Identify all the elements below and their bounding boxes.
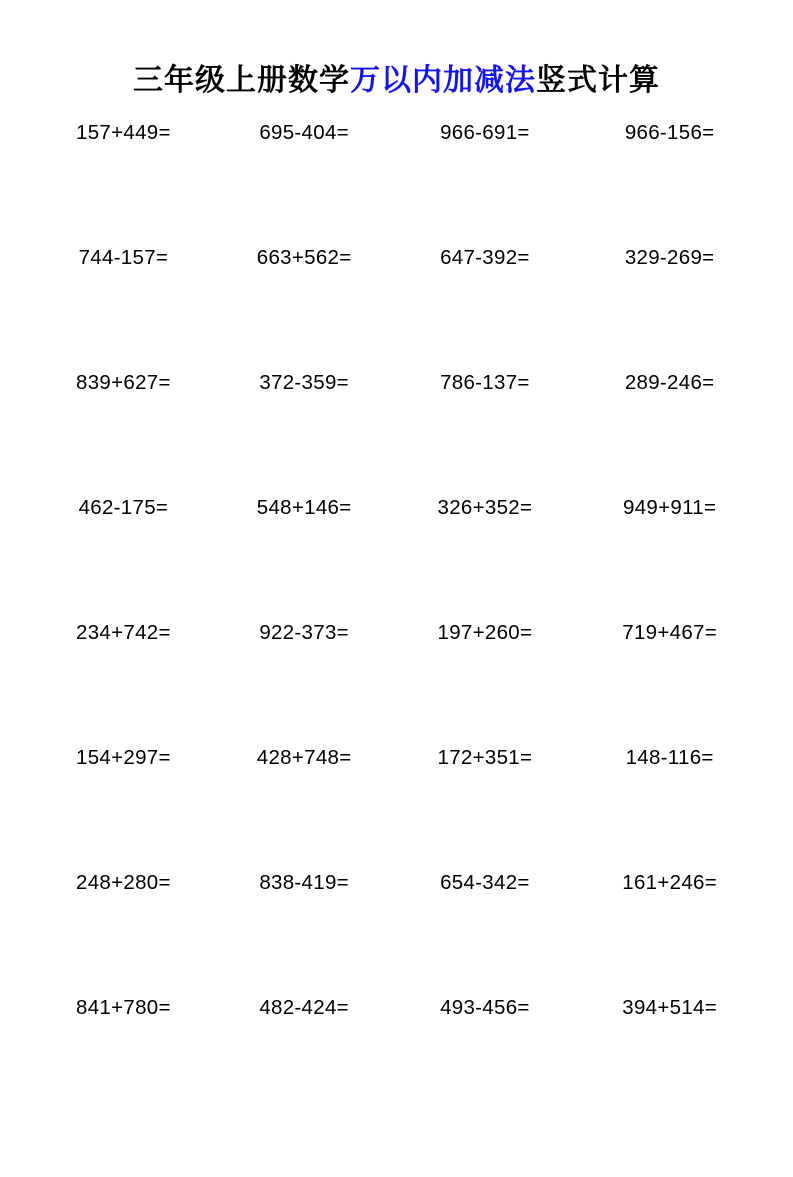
problem-item: 786-137= bbox=[440, 371, 530, 394]
problem-item: 326+352= bbox=[437, 496, 533, 519]
page-title bbox=[0, 55, 793, 99]
problem-item: 462-175= bbox=[78, 496, 169, 519]
problem-item: 289-246= bbox=[624, 371, 715, 394]
problem-item: 428+748= bbox=[256, 746, 352, 769]
problem-item: 154+297= bbox=[76, 746, 171, 769]
problem-item: 172+351= bbox=[437, 746, 533, 769]
problem-item: 372-359= bbox=[259, 371, 349, 394]
problem-item: 966-156= bbox=[624, 121, 715, 144]
problem-item: 148-116= bbox=[625, 746, 714, 769]
problem-row bbox=[36, 371, 757, 496]
problem-item: 966-691= bbox=[440, 121, 530, 144]
problem-item: 157+449= bbox=[76, 121, 171, 144]
problem-item: 841+780= bbox=[76, 996, 171, 1019]
problem-item: 394+514= bbox=[622, 996, 717, 1019]
problem-item: 922-373= bbox=[259, 621, 349, 644]
problem-row bbox=[36, 996, 757, 1121]
problem-item: 839+627= bbox=[76, 371, 171, 394]
worksheet-page bbox=[0, 55, 793, 1177]
problem-row bbox=[36, 621, 757, 746]
problem-item: 548+146= bbox=[256, 496, 352, 519]
title-prefix: 三年级上册数学 bbox=[133, 64, 350, 97]
problem-row bbox=[36, 496, 757, 621]
problem-row bbox=[36, 246, 757, 371]
title-suffix: 竖式计算 bbox=[536, 64, 660, 97]
problem-item: 744-157= bbox=[78, 246, 169, 269]
problem-item: 329-269= bbox=[624, 246, 715, 269]
problem-item: 695-404= bbox=[259, 121, 349, 144]
problem-item: 838-419= bbox=[259, 871, 349, 894]
problem-item: 248+280= bbox=[76, 871, 171, 894]
problem-row bbox=[36, 746, 757, 871]
problem-item: 234+742= bbox=[76, 621, 171, 644]
problem-row bbox=[36, 871, 757, 996]
problem-row bbox=[36, 121, 757, 246]
problem-item: 663+562= bbox=[256, 246, 352, 269]
problem-item: 197+260= bbox=[437, 621, 533, 644]
problem-item: 161+246= bbox=[622, 871, 717, 894]
problem-item: 493-456= bbox=[440, 996, 530, 1019]
problem-item: 949+911= bbox=[623, 496, 717, 519]
problem-item: 482-424= bbox=[259, 996, 349, 1019]
problem-item: 647-392= bbox=[440, 246, 530, 269]
problem-item: 654-342= bbox=[440, 871, 530, 894]
problem-item: 719+467= bbox=[622, 621, 717, 644]
problem-grid bbox=[0, 121, 793, 1121]
title-highlight: 万以内加减法 bbox=[350, 64, 536, 97]
